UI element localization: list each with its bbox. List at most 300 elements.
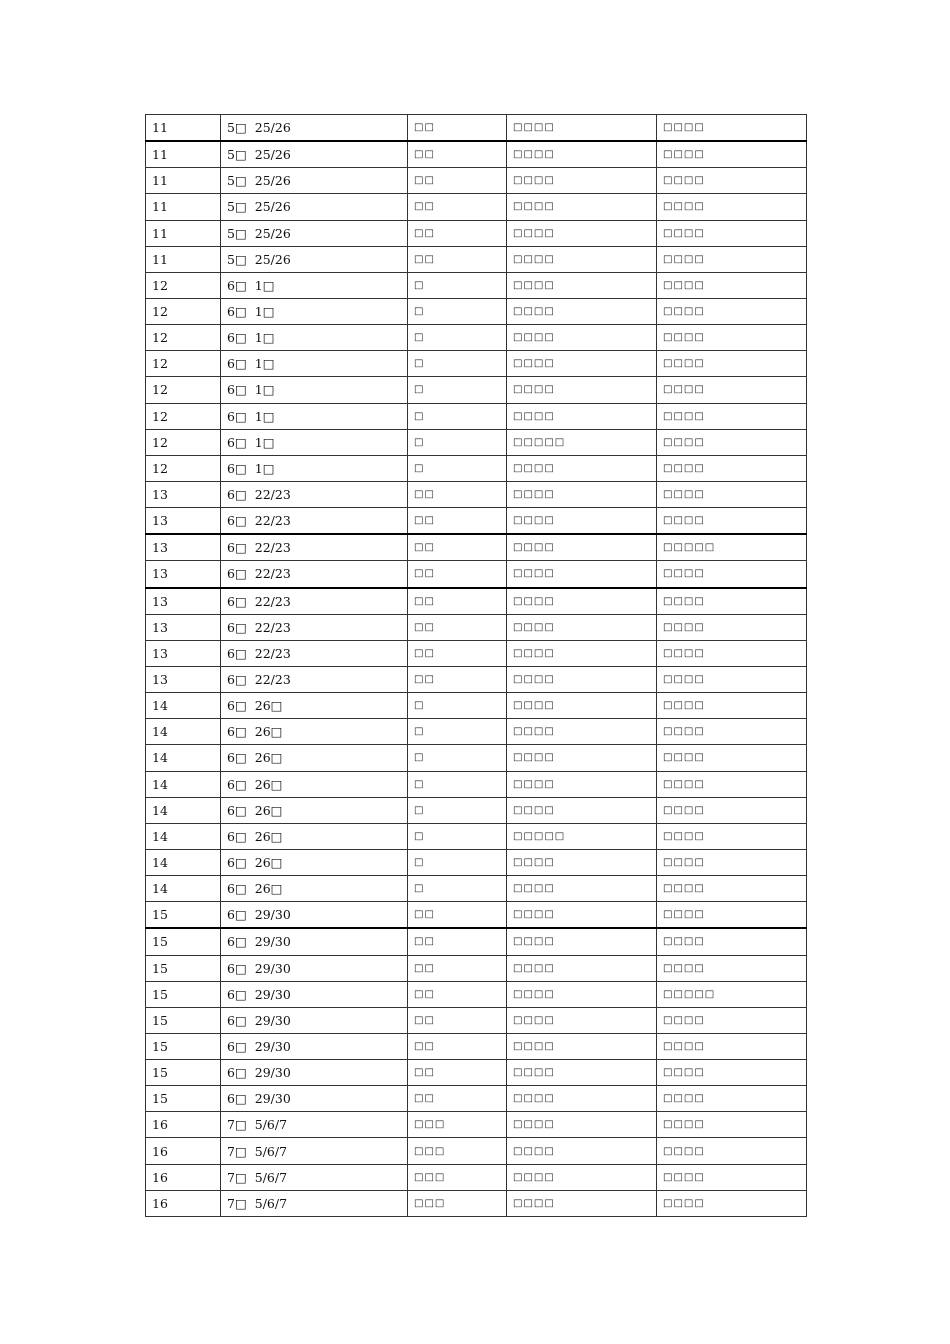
cell-teacher: □□□□ [657,902,807,929]
date-days: 29/30 [254,907,291,923]
date-days: 1□ [254,382,275,398]
cell-date [221,771,408,797]
cell-teacher: □□□□□ [657,534,807,561]
cell-group: 14 [146,771,221,797]
cell-date [221,168,408,194]
table-row [146,849,807,875]
cell-weekday: □□ [408,1007,507,1033]
cell-subject: □□□□□ [507,429,657,455]
cell-subject: □□□□ [507,745,657,771]
cell-weekday: □□ [408,561,507,588]
date-month: 6□ [227,934,247,950]
cell-weekday: □□ [408,1060,507,1086]
cell-teacher: □□□□ [657,719,807,745]
cell-weekday: □ [408,325,507,351]
table-row [146,797,807,823]
table-row [146,298,807,324]
cell-weekday: □□ [408,640,507,666]
cell-subject: □□□□ [507,561,657,588]
cell-date [221,1190,408,1216]
cell-group: 16 [146,1190,221,1216]
table-row [146,876,807,902]
cell-date [221,455,408,481]
cell-subject: □□□□ [507,1033,657,1059]
date-month: 5□ [227,251,247,267]
table-row [146,693,807,719]
cell-subject: □□□□ [507,693,657,719]
cell-group: 14 [146,876,221,902]
cell-date [221,141,408,168]
cell-date [221,534,408,561]
cell-weekday: □ [408,351,507,377]
date-days: 22/23 [254,593,291,609]
date-days: 22/23 [254,513,291,529]
cell-date [221,561,408,588]
cell-subject: □□□□ [507,298,657,324]
date-month: 6□ [227,566,247,582]
date-days: 26□ [254,776,283,792]
table-row [146,246,807,272]
cell-group: 11 [146,115,221,142]
cell-weekday: □□ [408,1086,507,1112]
cell-group: 15 [146,1033,221,1059]
cell-teacher: □□□□ [657,849,807,875]
cell-group: 13 [146,614,221,640]
date-days: 1□ [254,356,275,372]
cell-teacher: □□□□ [657,403,807,429]
table-row [146,377,807,403]
cell-subject: □□□□ [507,1086,657,1112]
cell-date [221,823,408,849]
cell-group: 15 [146,981,221,1007]
cell-teacher: □□□□ [657,1007,807,1033]
cell-group: 13 [146,666,221,692]
cell-weekday: □□ [408,534,507,561]
cell-subject: □□□□ [507,1007,657,1033]
cell-weekday: □□ [408,481,507,507]
cell-teacher: □□□□ [657,1112,807,1138]
date-days: 25/26 [254,251,291,267]
date-days: 26□ [254,724,283,740]
cell-group: 11 [146,141,221,168]
schedule-table-body [146,115,807,1217]
table-row [146,719,807,745]
date-days: 1□ [254,304,275,320]
cell-group: 16 [146,1112,221,1138]
cell-teacher: □□□□ [657,1060,807,1086]
cell-date [221,351,408,377]
cell-group: 13 [146,534,221,561]
table-row [146,1138,807,1164]
date-days: 26□ [254,802,283,818]
cell-weekday: □□□ [408,1164,507,1190]
cell-subject: □□□□ [507,666,657,692]
date-days: 29/30 [254,1065,291,1081]
cell-group: 13 [146,508,221,535]
date-days: 26□ [254,698,283,714]
cell-weekday: □□ [408,928,507,955]
cell-date [221,693,408,719]
table-row [146,403,807,429]
cell-group: 14 [146,823,221,849]
date-month: 6□ [227,828,247,844]
cell-date [221,325,408,351]
date-days: 5/6/7 [254,1117,288,1133]
date-days: 1□ [254,408,275,424]
date-month: 6□ [227,1065,247,1081]
date-month: 6□ [227,672,247,688]
date-days: 1□ [254,460,275,476]
cell-date [221,719,408,745]
cell-teacher: □□□□ [657,429,807,455]
date-days: 26□ [254,750,283,766]
cell-subject: □□□□ [507,981,657,1007]
cell-date [221,298,408,324]
cell-weekday: □□ [408,666,507,692]
cell-subject: □□□□ [507,141,657,168]
cell-teacher: □□□□ [657,246,807,272]
cell-date [221,194,408,220]
cell-teacher: □□□□ [657,141,807,168]
cell-teacher: □□□□ [657,693,807,719]
cell-weekday: □□□ [408,1138,507,1164]
cell-weekday: □□□ [408,1112,507,1138]
cell-group: 13 [146,481,221,507]
cell-group: 14 [146,745,221,771]
cell-group: 14 [146,797,221,823]
date-days: 22/23 [254,566,291,582]
cell-weekday: □□ [408,141,507,168]
date-days: 22/23 [254,672,291,688]
date-month: 5□ [227,147,247,163]
cell-weekday: □ [408,797,507,823]
cell-date [221,640,408,666]
cell-subject: □□□□ [507,1112,657,1138]
cell-weekday: □□ [408,981,507,1007]
cell-subject: □□□□ [507,849,657,875]
date-days: 22/23 [254,540,291,556]
cell-date [221,955,408,981]
date-month: 5□ [227,199,247,215]
date-month: 6□ [227,304,247,320]
cell-date [221,481,408,507]
cell-subject: □□□□ [507,797,657,823]
table-row [146,481,807,507]
table-row [146,561,807,588]
cell-weekday: □□ [408,115,507,142]
cell-weekday: □ [408,771,507,797]
date-days: 1□ [254,277,275,293]
cell-date [221,429,408,455]
cell-weekday: □□ [408,220,507,246]
cell-group: 12 [146,403,221,429]
table-row [146,1060,807,1086]
cell-teacher: □□□□ [657,351,807,377]
date-days: 25/26 [254,120,291,136]
cell-date [221,614,408,640]
cell-group: 12 [146,351,221,377]
cell-subject: □□□□ [507,272,657,298]
cell-group: 13 [146,561,221,588]
cell-weekday: □ [408,298,507,324]
date-month: 6□ [227,986,247,1002]
cell-subject: □□□□ [507,325,657,351]
cell-date [221,902,408,929]
date-month: 7□ [227,1117,247,1133]
cell-date [221,876,408,902]
cell-group: 12 [146,455,221,481]
cell-subject: □□□□ [507,194,657,220]
cell-subject: □□□□ [507,1060,657,1086]
cell-group: 15 [146,928,221,955]
cell-group: 11 [146,246,221,272]
cell-teacher: □□□□ [657,614,807,640]
cell-group: 11 [146,220,221,246]
date-month: 6□ [227,881,247,897]
cell-date [221,1007,408,1033]
date-month: 6□ [227,960,247,976]
date-days: 22/23 [254,487,291,503]
cell-teacher: □□□□ [657,1190,807,1216]
cell-teacher: □□□□ [657,823,807,849]
table-row [146,115,807,142]
table-row [146,640,807,666]
cell-weekday: □ [408,745,507,771]
cell-weekday: □ [408,429,507,455]
date-month: 6□ [227,434,247,450]
cell-subject: □□□□ [507,955,657,981]
cell-date [221,1033,408,1059]
table-row [146,429,807,455]
cell-group: 16 [146,1164,221,1190]
cell-date [221,1060,408,1086]
table-row [146,902,807,929]
table-row [146,220,807,246]
cell-weekday: □ [408,719,507,745]
cell-weekday: □ [408,693,507,719]
date-days: 1□ [254,434,275,450]
cell-group: 12 [146,298,221,324]
table-row [146,981,807,1007]
cell-teacher: □□□□ [657,298,807,324]
date-days: 29/30 [254,1038,291,1054]
cell-weekday: □□ [408,246,507,272]
cell-weekday: □ [408,876,507,902]
cell-date [221,403,408,429]
cell-subject: □□□□ [507,403,657,429]
cell-date [221,246,408,272]
cell-subject: □□□□ [507,534,657,561]
cell-group: 12 [146,429,221,455]
date-month: 6□ [227,776,247,792]
table-row [146,1007,807,1033]
cell-weekday: □ [408,455,507,481]
cell-weekday: □□ [408,1033,507,1059]
cell-subject: □□□□ [507,115,657,142]
cell-date [221,1164,408,1190]
cell-group: 12 [146,377,221,403]
date-month: 6□ [227,356,247,372]
cell-teacher: □□□□ [657,588,807,615]
table-row [146,351,807,377]
cell-teacher: □□□□ [657,955,807,981]
date-days: 5/6/7 [254,1195,288,1211]
cell-weekday: □□ [408,194,507,220]
date-month: 5□ [227,225,247,241]
date-month: 6□ [227,277,247,293]
table-row [146,771,807,797]
date-month: 7□ [227,1195,247,1211]
cell-group: 13 [146,588,221,615]
cell-date [221,981,408,1007]
cell-group: 16 [146,1138,221,1164]
table-row [146,1033,807,1059]
date-month: 6□ [227,460,247,476]
cell-teacher: □□□□ [657,561,807,588]
cell-subject: □□□□ [507,928,657,955]
cell-subject: □□□□ [507,876,657,902]
cell-date [221,272,408,298]
table-row [146,823,807,849]
date-days: 22/23 [254,619,291,635]
cell-teacher: □□□□ [657,640,807,666]
cell-date [221,849,408,875]
date-month: 6□ [227,487,247,503]
cell-weekday: □□ [408,902,507,929]
cell-subject: □□□□ [507,246,657,272]
date-days: 26□ [254,855,283,870]
table-row [146,1190,807,1216]
schedule-table [145,114,807,1217]
cell-subject: □□□□ [507,377,657,403]
cell-group: 15 [146,1060,221,1086]
date-month: 6□ [227,750,247,766]
cell-group: 12 [146,272,221,298]
cell-teacher: □□□□ [657,797,807,823]
cell-group: 15 [146,955,221,981]
date-days: 26□ [254,881,283,897]
date-days: 29/30 [254,960,291,976]
date-month: 6□ [227,907,247,923]
schedule-sheet [145,114,806,1217]
cell-weekday: □□□ [408,1190,507,1216]
cell-teacher: □□□□ [657,194,807,220]
date-month: 6□ [227,1038,247,1054]
date-month: 6□ [227,540,247,556]
date-days: 25/26 [254,199,291,215]
table-row [146,1164,807,1190]
date-month: 6□ [227,724,247,740]
date-days: 1□ [254,330,275,346]
cell-weekday: □□ [408,955,507,981]
cell-subject: □□□□ [507,351,657,377]
cell-group: 12 [146,325,221,351]
cell-subject: □□□□ [507,719,657,745]
cell-subject: □□□□ [507,588,657,615]
date-days: 29/30 [254,1091,291,1107]
cell-weekday: □□ [408,614,507,640]
cell-date [221,666,408,692]
cell-teacher: □□□□ [657,325,807,351]
table-row [146,666,807,692]
cell-group: 11 [146,168,221,194]
date-days: 25/26 [254,225,291,241]
cell-teacher: □□□□ [657,928,807,955]
cell-teacher: □□□□ [657,455,807,481]
table-row [146,508,807,535]
cell-subject: □□□□ [507,614,657,640]
table-row [146,455,807,481]
date-month: 6□ [227,1091,247,1107]
date-days: 29/30 [254,1012,291,1028]
cell-teacher: □□□□ [657,666,807,692]
cell-subject: □□□□ [507,1190,657,1216]
table-row [146,588,807,615]
cell-teacher: □□□□ [657,771,807,797]
table-row [146,325,807,351]
cell-weekday: □ [408,272,507,298]
cell-weekday: □ [408,849,507,875]
date-days: 5/6/7 [254,1169,288,1185]
cell-date [221,797,408,823]
table-row [146,928,807,955]
cell-teacher: □□□□ [657,168,807,194]
cell-date [221,745,408,771]
table-row [146,1112,807,1138]
date-month: 6□ [227,382,247,398]
cell-teacher: □□□□ [657,115,807,142]
cell-date [221,377,408,403]
cell-date [221,508,408,535]
cell-subject: □□□□ [507,455,657,481]
cell-date [221,115,408,142]
date-month: 6□ [227,698,247,714]
cell-teacher: □□□□ [657,1033,807,1059]
cell-group: 13 [146,640,221,666]
table-row [146,141,807,168]
cell-subject: □□□□ [507,1138,657,1164]
table-row [146,168,807,194]
cell-subject: □□□□□ [507,823,657,849]
cell-subject: □□□□ [507,168,657,194]
cell-teacher: □□□□ [657,272,807,298]
date-days: 25/26 [254,147,291,163]
date-month: 6□ [227,1012,247,1028]
cell-date [221,1112,408,1138]
cell-weekday: □□ [408,588,507,615]
cell-subject: □□□□ [507,1164,657,1190]
cell-teacher: □□□□ [657,508,807,535]
cell-date [221,220,408,246]
cell-subject: □□□□ [507,640,657,666]
cell-teacher: □□□□ [657,481,807,507]
date-month: 6□ [227,619,247,635]
cell-teacher: □□□□ [657,745,807,771]
table-row [146,534,807,561]
cell-teacher: □□□□ [657,377,807,403]
cell-teacher: □□□□ [657,1164,807,1190]
cell-weekday: □ [408,377,507,403]
cell-weekday: □ [408,823,507,849]
date-month: 7□ [227,1143,247,1159]
cell-group: 15 [146,902,221,929]
cell-date [221,1086,408,1112]
date-month: 6□ [227,802,247,818]
table-row [146,272,807,298]
date-days: 26□ [254,828,283,844]
cell-group: 14 [146,693,221,719]
table-row [146,1086,807,1112]
